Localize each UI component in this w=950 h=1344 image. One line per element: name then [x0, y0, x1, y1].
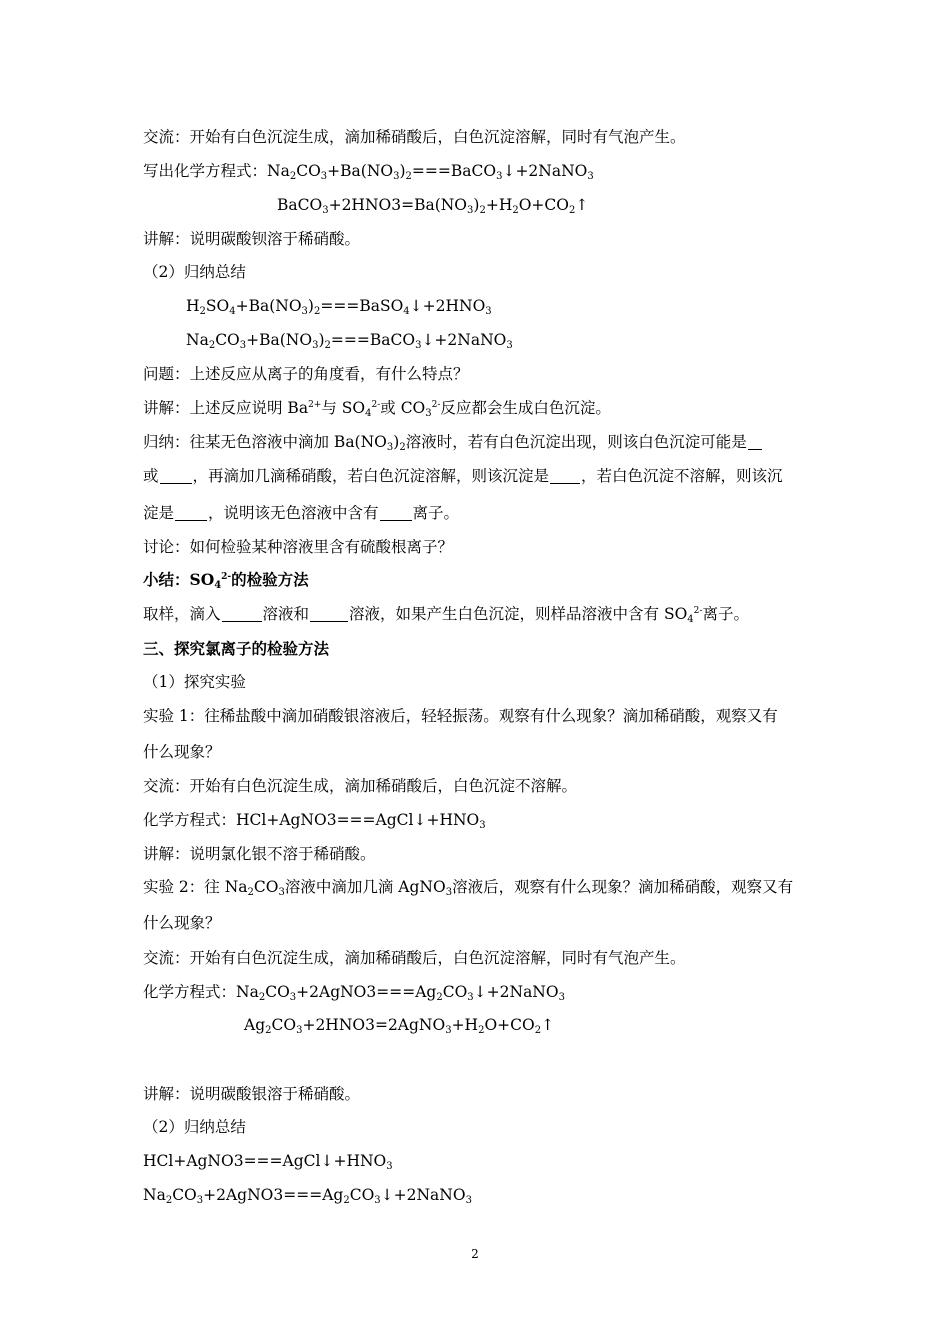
subscript: 3: [467, 205, 474, 216]
experiment-text: 什么现象？: [143, 743, 221, 761]
subscript: 3: [320, 171, 328, 182]
equation-line: [143, 1185, 472, 1205]
section-subheading: （1）探究实验: [143, 673, 246, 691]
subscript: 2: [399, 442, 406, 453]
formula-text: ): [473, 196, 480, 214]
formula-text: +Ba(NO: [246, 331, 313, 349]
formula-text: CO: [296, 162, 321, 180]
subscript: 3: [425, 408, 432, 419]
formula-text: +H: [485, 196, 513, 214]
subscript: 3: [196, 1195, 204, 1206]
text-span: ，再滴加几滴稀硝酸，若白色沉淀溶解，则该沉淀是: [192, 467, 550, 485]
subscript: 2: [258, 992, 266, 1003]
experiment-text: [143, 877, 793, 897]
subscript: 2: [534, 1025, 542, 1036]
subscript: 2: [343, 1195, 350, 1206]
equation-line: [143, 982, 565, 1002]
subscript: 2: [479, 205, 486, 216]
fill-in-blank[interactable]: [380, 505, 412, 521]
equation-line: [143, 810, 486, 830]
equation-line: [277, 195, 588, 215]
text-span: 溶液后，观察有什么现象？滴加稀硝酸，观察又有: [452, 878, 794, 896]
explanation-text: 讲解：说明碳酸银溶于稀硝酸。: [143, 1085, 361, 1103]
subscript: 2: [265, 1025, 272, 1036]
equation-line: [186, 296, 492, 316]
formula-text: +2AgNO3===Ag: [296, 983, 437, 1001]
equation-line: [143, 161, 594, 181]
subscript: 2: [289, 171, 297, 182]
formula-text: ): [399, 162, 406, 180]
subscript: 3: [239, 340, 247, 351]
subscript: 3: [374, 1195, 381, 1206]
text-span: 溶液和: [262, 605, 310, 623]
subscript: 2: [208, 340, 216, 351]
subscript: 3: [386, 1161, 393, 1172]
equation-lead: 化学方程式：: [143, 983, 237, 1001]
formula-text: ↓+2NaNO: [473, 983, 559, 1001]
fill-in-blank[interactable]: [222, 606, 262, 622]
experiment-text: 实验 1：往稀盐酸中滴加硝酸银溶液后，轻轻振荡。观察有什么现象？滴加稀硝酸，观察又有: [143, 707, 778, 725]
subscript: 4: [229, 306, 236, 317]
text-span: 或 CO: [380, 399, 426, 417]
text-span: 溶液，如果产生白色沉淀，则样品溶液中含有 SO: [349, 605, 688, 623]
subsection-heading: [143, 570, 309, 590]
summary-text: [143, 503, 459, 523]
exchange-text: 交流：开始有白色沉淀生成，滴加稀硝酸后，白色沉淀溶解，同时有气泡产生。: [143, 128, 686, 146]
text-span: 离子。: [412, 504, 460, 522]
explanation-text: 讲解：说明氯化银不溶于稀硝酸。: [143, 845, 376, 863]
text-span: ，若白色沉淀不溶解，则该沉: [581, 467, 783, 485]
formula-text: ↓+2HNO: [409, 297, 486, 315]
subscript: 3: [301, 306, 308, 317]
formula-text: CO: [172, 1186, 197, 1204]
formula-text: Na: [143, 1186, 166, 1204]
formula-text: Na: [186, 331, 209, 349]
subscript: 3: [296, 1025, 303, 1036]
subscript: 4: [403, 306, 410, 317]
subscript: 3: [289, 992, 297, 1003]
subscript: 3: [445, 887, 453, 898]
subscript: 3: [506, 340, 513, 351]
section-subheading: （2）归纳总结: [143, 263, 246, 281]
equation-line: [143, 1151, 393, 1171]
text-span: 与 SO: [321, 399, 366, 417]
superscript: 2-: [371, 400, 381, 410]
subscript: 3: [312, 340, 319, 351]
subscript: 3: [467, 992, 474, 1003]
text-span: ): [393, 433, 400, 451]
subscript: 2: [313, 306, 321, 317]
formula-text: ===BaCO: [411, 162, 497, 180]
section-subheading: （2）归纳总结: [143, 1118, 246, 1136]
formula-text: CO: [349, 1186, 375, 1204]
superscript: 2+: [308, 400, 322, 410]
explanation-text: [143, 398, 611, 418]
subscript: 4: [365, 408, 372, 419]
subscript: 2: [199, 306, 206, 317]
question-text: 问题：上述反应从离子的角度看，有什么特点？: [143, 365, 469, 383]
subscript: 3: [587, 171, 594, 182]
subscript: 3: [485, 306, 492, 317]
formula-text: CO: [215, 331, 240, 349]
text-span: 溶液时，若有白色沉淀出现，则该白色沉淀可能是: [405, 433, 747, 451]
text-span: 实验 2：往 Na: [143, 878, 248, 896]
formula-text: ): [307, 297, 314, 315]
formula-text: +H: [451, 1016, 479, 1034]
discussion-text: 讨论：如何检验某种溶液里含有硫酸根离子？: [143, 538, 454, 556]
formula-text: 化学方程式：HCl+AgNO3===AgCl↓+HNO: [143, 811, 480, 829]
formula-text: ↓+2NaNO: [380, 1186, 466, 1204]
subscript: 4: [687, 614, 694, 625]
formula-text: CO: [442, 983, 468, 1001]
formula-text: ↑: [541, 1016, 555, 1034]
formula-text: ===BaCO: [330, 331, 416, 349]
formula-text: ↓+2NaNO: [502, 162, 588, 180]
fill-in-blank[interactable]: [550, 468, 580, 484]
subscript: 2: [324, 340, 331, 351]
superscript: 2-: [693, 606, 703, 616]
fill-in-blank[interactable]: [160, 468, 192, 484]
subscript: 2: [165, 1195, 173, 1206]
subscript: 2: [512, 205, 519, 216]
formula-text: ↑: [575, 196, 589, 214]
formula-text: ===BaSO: [320, 297, 404, 315]
formula-text: +2HNO3=2AgNO: [302, 1016, 446, 1034]
fill-in-blank[interactable]: [175, 505, 207, 521]
formula-text: ): [318, 331, 325, 349]
formula-text: Na: [236, 983, 259, 1001]
text-span: 溶液中滴加几滴 AgNO: [284, 878, 446, 896]
text-span: 淀是: [143, 504, 175, 522]
subscript: 3: [558, 992, 565, 1003]
formula-text: H: [186, 297, 200, 315]
formula-text: O+CO: [484, 1016, 535, 1034]
equation-line: [186, 330, 513, 350]
subscript: 3: [465, 1195, 472, 1206]
text-span: 反应都会生成白色沉淀。: [440, 399, 611, 417]
subscript: 2: [436, 992, 443, 1003]
subscript: 2: [568, 205, 576, 216]
summary-text: [143, 432, 763, 452]
text-span: 取样，滴入: [143, 605, 221, 623]
subscript: 3: [278, 887, 285, 898]
subscript: 3: [479, 820, 486, 831]
exchange-text: 交流：开始有白色沉淀生成，滴加稀硝酸后，白色沉淀不溶解。: [143, 777, 578, 795]
formula-text: +Ba(NO: [327, 162, 394, 180]
subscript: 3: [393, 171, 400, 182]
formula-text: +Ba(NO: [235, 297, 302, 315]
formula-text: SO: [205, 297, 230, 315]
formula-text: Ag: [244, 1016, 266, 1034]
subscript: 2: [478, 1025, 485, 1036]
summary-text: [143, 466, 783, 486]
subscript: 2: [247, 887, 254, 898]
text-span: 小结：SO: [143, 570, 215, 589]
text-span: ，说明该无色溶液中含有: [208, 504, 379, 522]
exchange-text: 交流：开始有白色沉淀生成，滴加稀硝酸后，白色沉淀溶解，同时有气泡产生。: [143, 949, 686, 967]
formula-text: +2HNO3=Ba(NO: [328, 196, 468, 214]
superscript: 2-: [431, 400, 441, 410]
experiment-text: 什么现象？: [143, 914, 221, 932]
equation-lead: 写出化学方程式：: [143, 162, 268, 180]
equation-line: [244, 1015, 554, 1035]
text-span: 讲解：上述反应说明 Ba: [143, 399, 309, 417]
fill-in-blank[interactable]: [310, 606, 348, 622]
formula-text: HCl+AgNO3===AgCl↓+HNO: [143, 1152, 387, 1170]
text-span: 或: [143, 467, 159, 485]
formula-text: Na: [267, 162, 290, 180]
subscript: 2: [405, 171, 412, 182]
section-heading: 三、探究氯离子的检验方法: [143, 639, 330, 658]
fill-in-blank[interactable]: [748, 434, 762, 450]
formula-text: BaCO: [277, 196, 323, 214]
page-number: 2: [471, 1247, 479, 1261]
formula-text: ↓+2NaNO: [421, 331, 507, 349]
subscript: 3: [415, 340, 422, 351]
text-span: 归纳：往某无色溶液中滴加 Ba(NO: [143, 433, 387, 451]
explanation-text: 讲解：说明碳酸钡溶于稀硝酸。: [143, 230, 361, 248]
formula-text: CO: [265, 983, 290, 1001]
text-span: 离子。: [702, 605, 749, 623]
text-span: 的检验方法: [231, 570, 309, 589]
subscript: 3: [445, 1025, 452, 1036]
text-span: CO: [253, 878, 279, 896]
subscript: 3: [496, 171, 503, 182]
formula-text: O+CO: [518, 196, 569, 214]
formula-text: CO: [271, 1016, 297, 1034]
subscript: 4: [214, 580, 222, 591]
subscript: 3: [322, 205, 329, 216]
procedure-text: [143, 604, 749, 624]
formula-text: +2AgNO3===Ag: [203, 1186, 344, 1204]
subscript: 3: [386, 442, 394, 453]
superscript: 2-: [221, 572, 232, 582]
